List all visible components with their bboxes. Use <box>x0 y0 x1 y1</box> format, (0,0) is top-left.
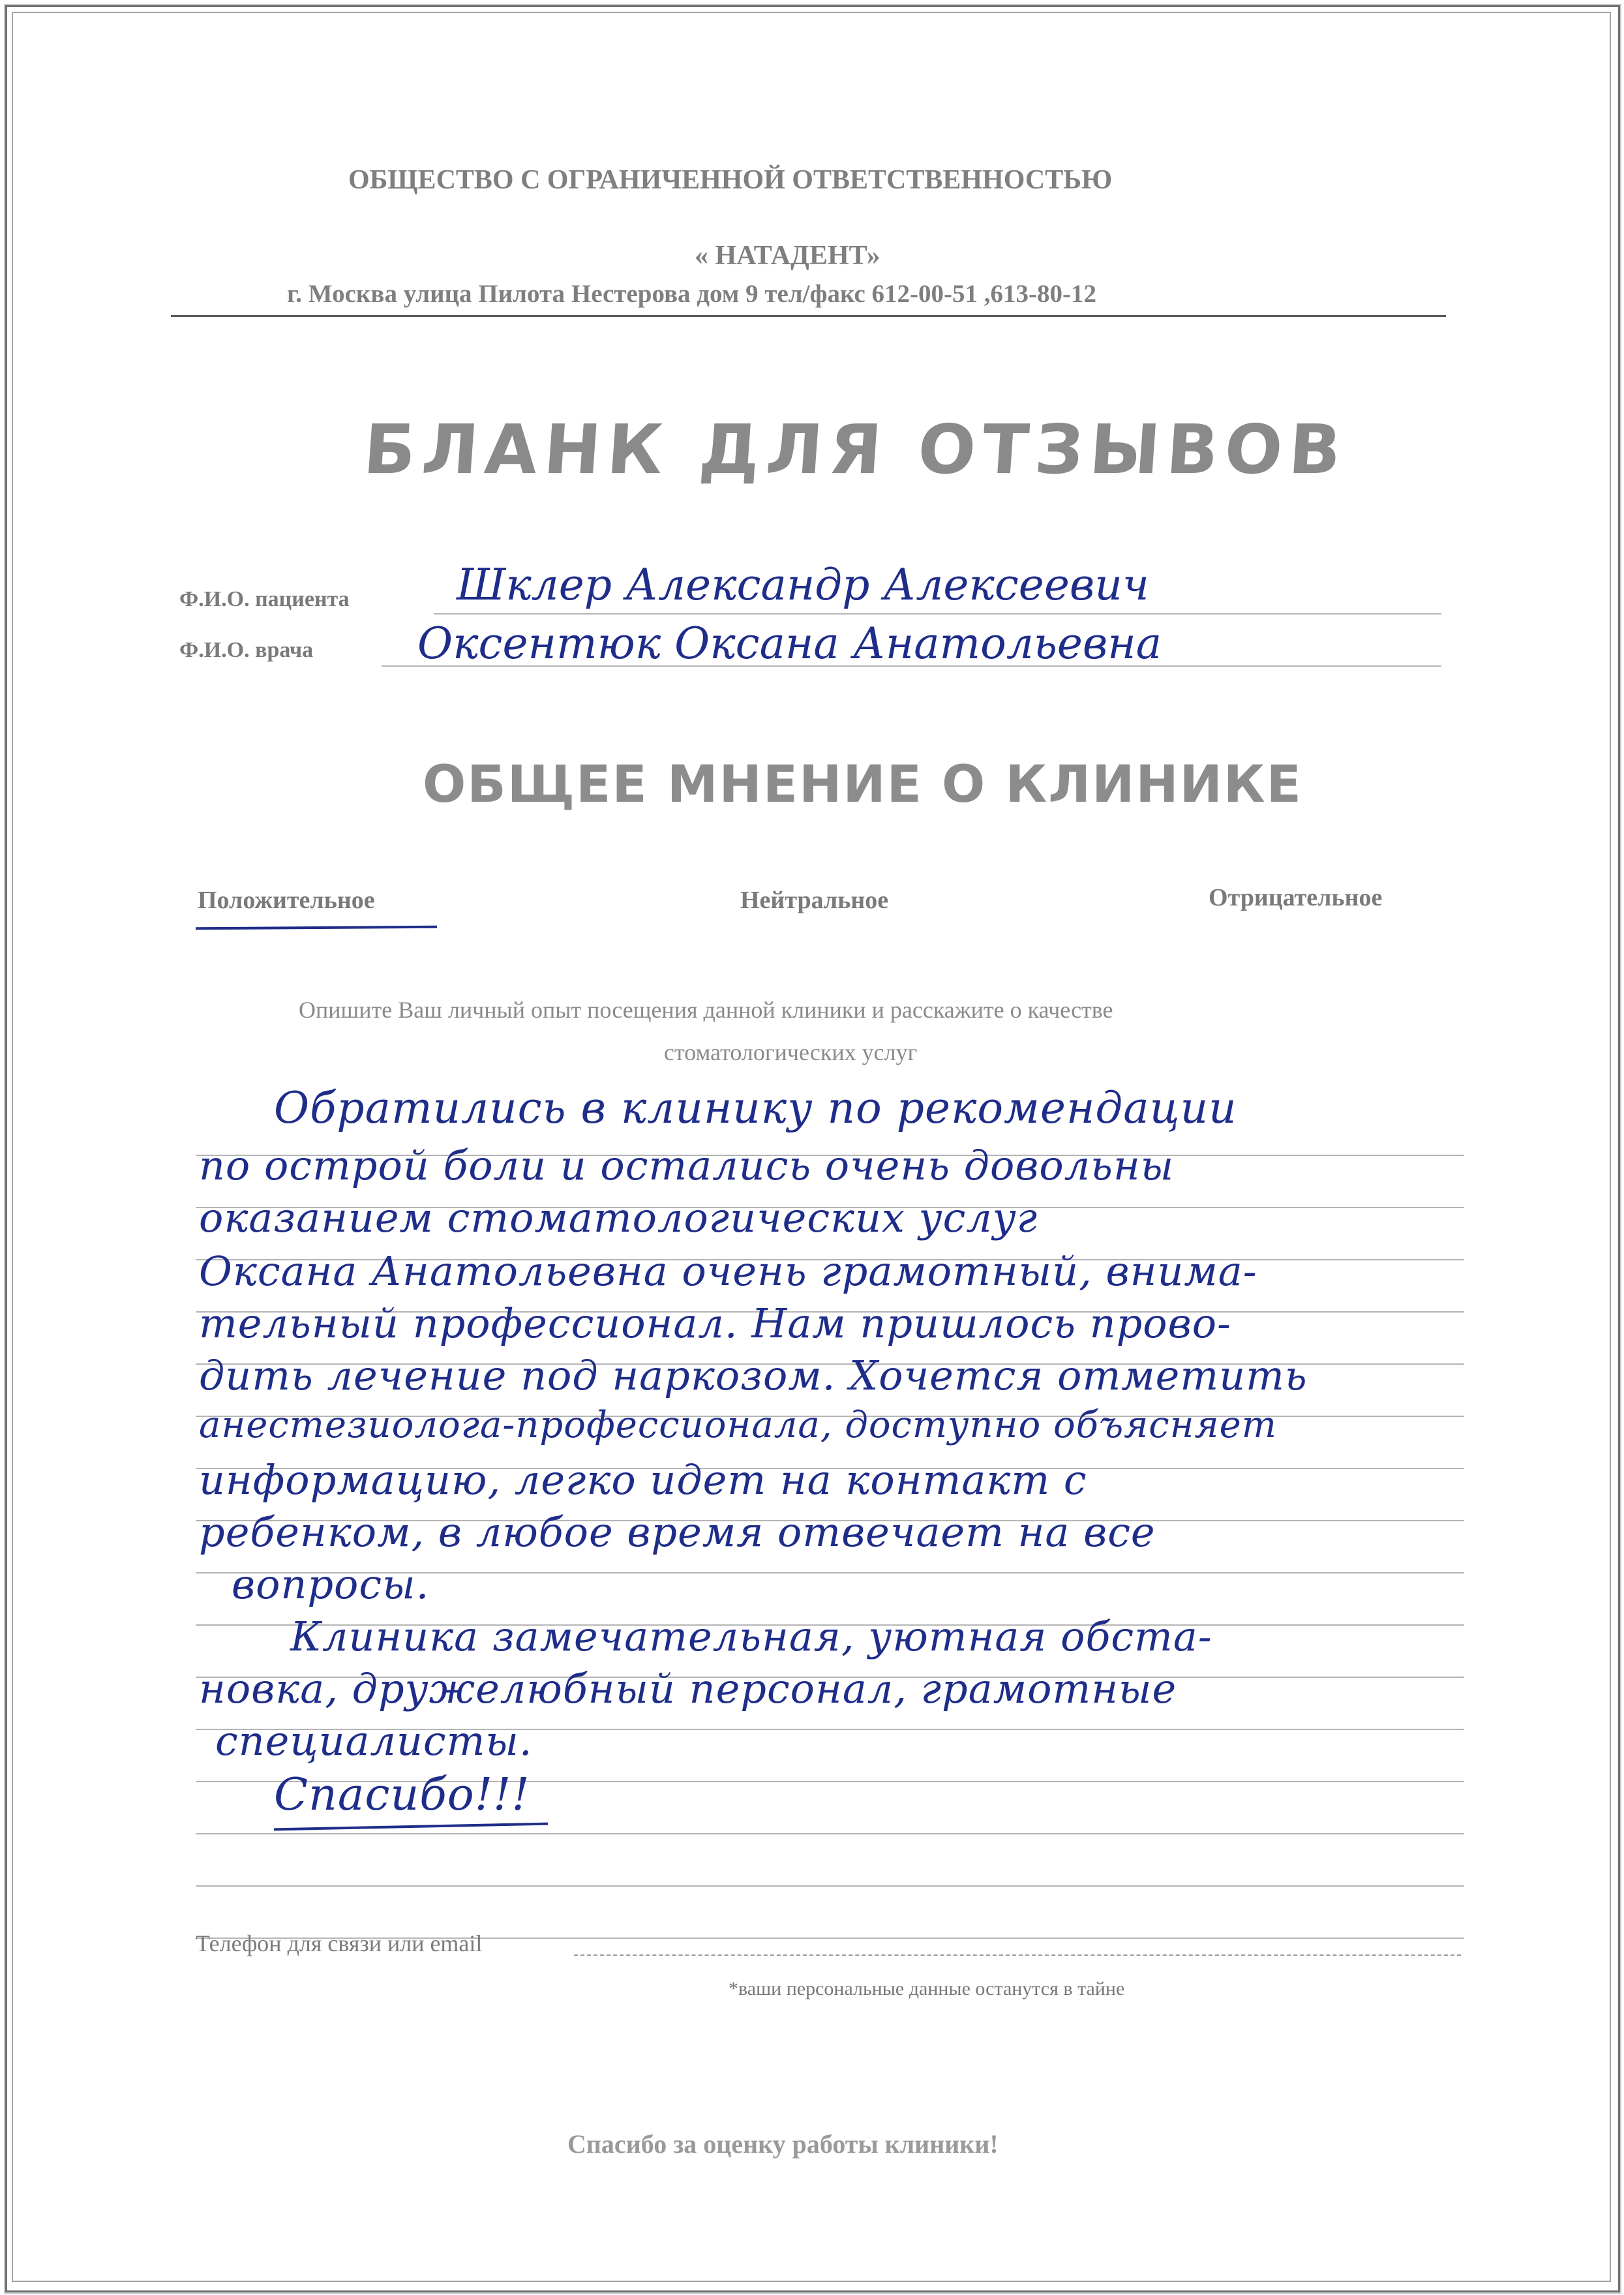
review-line: Обратились в клинику по рекомендации <box>274 1083 1237 1133</box>
instruction-line-2: стоматологических услуг <box>664 1039 918 1065</box>
review-line: оказанием стоматологических услуг <box>199 1194 1038 1241</box>
patient-name-line <box>434 613 1441 615</box>
review-line: Оксана Анатольевна очень грамотный, внима- <box>199 1247 1257 1295</box>
instruction-line-1: Опишите Ваш личный опыт посещения данной клиники и расскажите о качестве <box>299 997 1113 1023</box>
address-line: г. Москва улица Пилота Нестерова дом 9 тел/факс 612-00-51 ,613-80-12 <box>287 280 1097 308</box>
review-line: Клиника замечательная, уютная обста- <box>290 1613 1212 1660</box>
review-line: вопросы. <box>232 1560 430 1608</box>
review-line: информацию, легко идет на контакт с <box>199 1456 1087 1504</box>
review-line: Спасибо!!! <box>274 1769 530 1821</box>
review-line: ребенком, в любое время отвечает на все <box>199 1508 1156 1556</box>
doctor-name-line <box>382 665 1441 667</box>
footer-thanks: Спасибо за оценку работы клиники! <box>567 2129 999 2159</box>
privacy-note: *ваши персональные данные останутся в тайне <box>729 1978 1125 1999</box>
contact-field[interactable] <box>574 1954 1461 1956</box>
opinion-title: ОБЩЕЕ МНЕНИЕ О КЛИНИКЕ <box>423 755 1302 814</box>
option-positive[interactable]: Положительное <box>198 887 375 914</box>
option-neutral[interactable]: Нейтральное <box>740 887 889 914</box>
company-line: ОБЩЕСТВО С ОГРАНИЧЕННОЙ ОТВЕТСТВЕННОСТЬЮ <box>348 165 1113 195</box>
review-line: анестезиолога-профессионала, доступно объясняет <box>199 1404 1277 1446</box>
header-divider <box>171 315 1446 317</box>
form-title: БЛАНК ДЛЯ ОТЗЫВОВ <box>361 410 1350 489</box>
review-line: новка, дружелюбный персонал, грамотные <box>199 1665 1177 1712</box>
doctor-name-value[interactable]: Оксентюк Оксана Анатольевна <box>417 618 1162 669</box>
option-negative[interactable]: Отрицательное <box>1209 884 1383 911</box>
patient-name-value[interactable]: Шклер Александр Алексеевич <box>457 560 1149 610</box>
doctor-name-label: Ф.И.О. врача <box>179 638 314 662</box>
review-line: по острой боли и остались очень довольны <box>199 1142 1175 1189</box>
review-line: тельный профессионал. Нам пришлось прово- <box>199 1299 1231 1347</box>
patient-name-label: Ф.И.О. пациента <box>179 587 350 611</box>
clinic-name: « НАТАДЕНТ» <box>695 241 880 271</box>
review-rule <box>196 1833 1464 1834</box>
review-rule <box>196 1885 1464 1887</box>
contact-label: Телефон для связи или email <box>196 1930 483 1956</box>
review-line: дить лечение под наркозом. Хочется отметить <box>199 1352 1308 1399</box>
review-line: специалисты. <box>215 1717 533 1765</box>
